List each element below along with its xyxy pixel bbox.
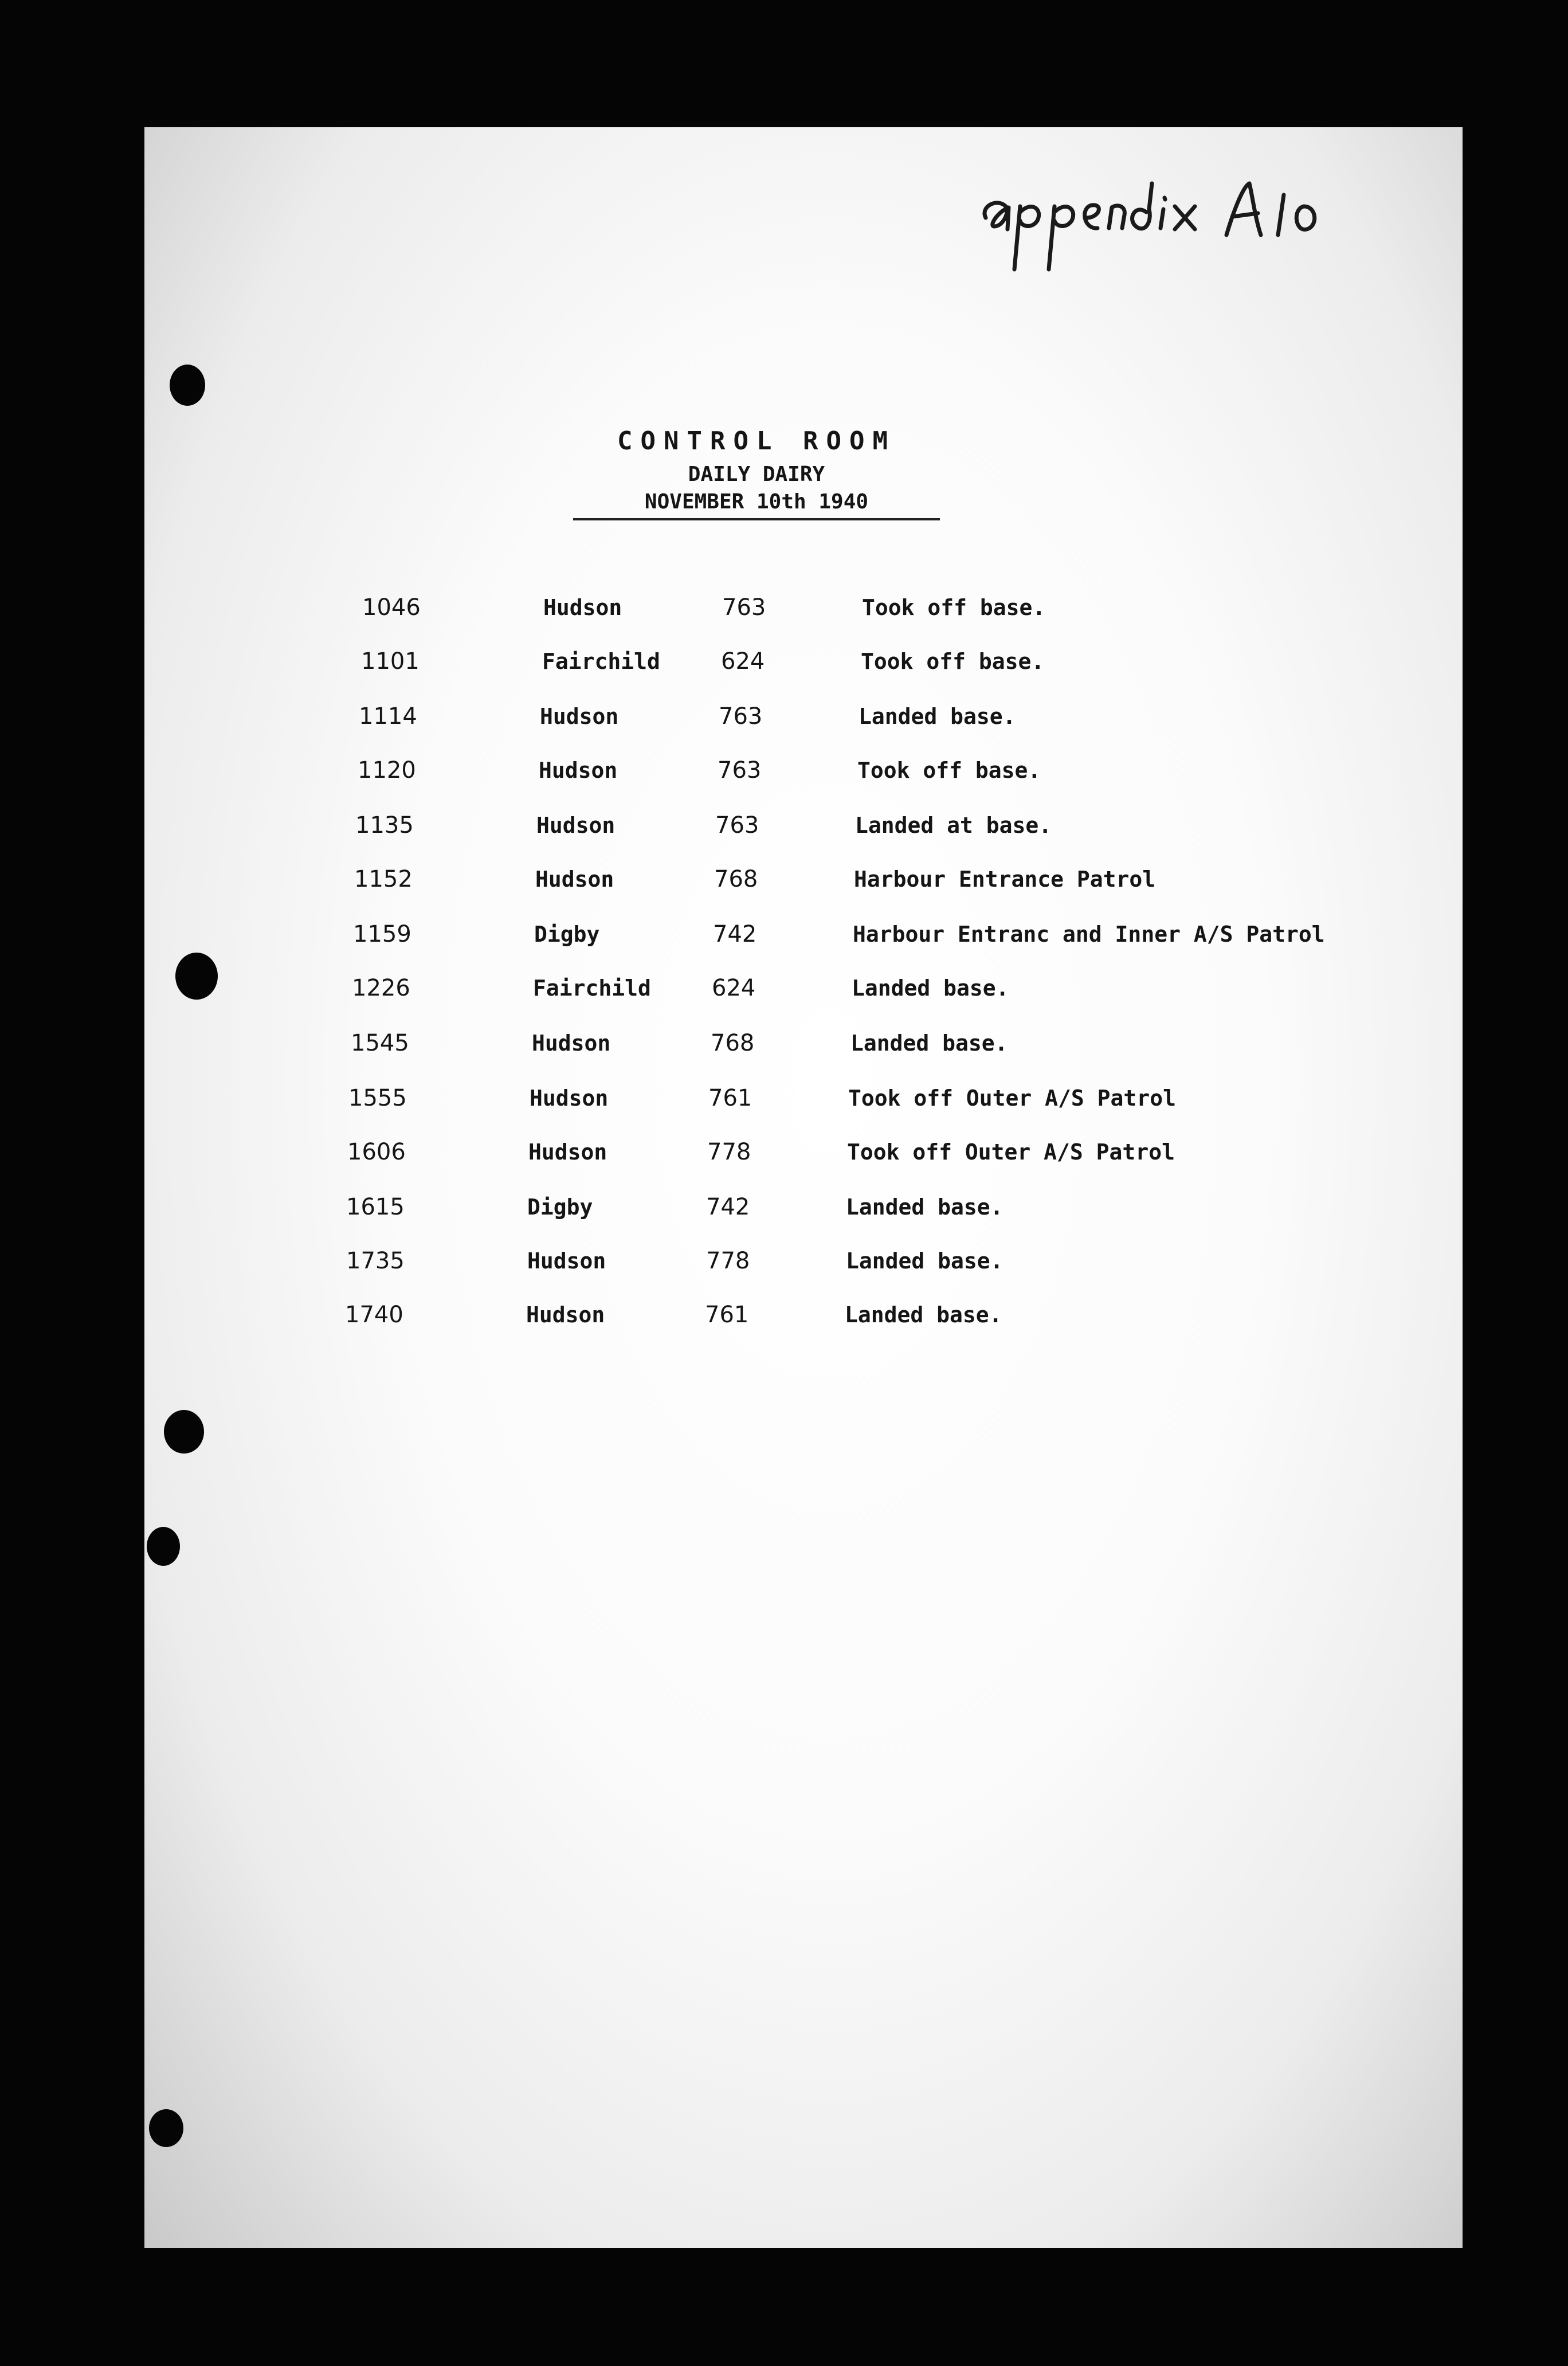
aircraft-number-cell: 778	[706, 1248, 750, 1274]
aircraft-number-cell: 763	[718, 757, 762, 784]
log-row	[346, 1244, 1568, 1278]
remark-cell: Took off base.	[861, 649, 1045, 674]
aircraft-cell: Hudson	[539, 758, 618, 783]
time-cell: 1545	[351, 1030, 409, 1056]
aircraft-number-cell: 742	[706, 1194, 750, 1220]
time-cell: 1159	[353, 921, 411, 947]
aircraft-cell: Hudson	[543, 595, 622, 620]
remark-cell: Landed base.	[846, 1194, 1003, 1220]
aircraft-cell: Hudson	[530, 1086, 609, 1111]
aircraft-number-cell: 761	[708, 1085, 752, 1111]
remark-cell: Landed at base.	[855, 813, 1052, 838]
remark-cell: Took off Outer A/S Patrol	[848, 1086, 1176, 1111]
aircraft-cell: Hudson	[535, 867, 614, 892]
log-row	[355, 808, 1568, 843]
aircraft-cell: Hudson	[540, 704, 619, 729]
time-cell: 1120	[358, 757, 416, 784]
log-row	[352, 971, 1568, 1005]
aircraft-cell: Hudson	[536, 813, 616, 838]
log-row	[361, 644, 1568, 679]
aircraft-number-cell: 742	[713, 921, 757, 947]
log-row	[351, 1026, 1568, 1060]
aircraft-cell: Hudson	[528, 1139, 607, 1165]
log-row	[359, 699, 1568, 734]
remark-cell: Took off Outer A/S Patrol	[847, 1139, 1175, 1165]
time-cell: 1114	[359, 703, 417, 730]
aircraft-number-cell: 768	[711, 1030, 755, 1056]
time-cell: 1226	[352, 975, 410, 1001]
aircraft-number-cell: 763	[715, 812, 759, 839]
log-row	[348, 1081, 1568, 1115]
remark-cell: Landed base.	[859, 704, 1016, 729]
log-row	[347, 1135, 1568, 1169]
time-cell: 1046	[362, 594, 421, 621]
aircraft-number-cell: 778	[707, 1139, 751, 1165]
aircraft-cell: Digby	[534, 922, 600, 947]
aircraft-cell: Hudson	[526, 1302, 605, 1327]
aircraft-cell: Digby	[527, 1194, 593, 1220]
aircraft-number-cell: 768	[714, 866, 758, 892]
log-row	[353, 917, 1568, 951]
aircraft-number-cell: 624	[721, 648, 765, 675]
remark-cell: Harbour Entranc and Inner A/S Patrol	[853, 922, 1325, 947]
aircraft-cell: Fairchild	[533, 976, 651, 1001]
time-cell: 1606	[347, 1139, 406, 1165]
aircraft-number-cell: 624	[712, 975, 756, 1001]
time-cell: 1135	[355, 812, 414, 839]
remark-cell: Landed base.	[846, 1248, 1003, 1274]
time-cell: 1735	[346, 1248, 405, 1274]
time-cell: 1740	[345, 1302, 403, 1328]
remark-cell: Took off base.	[857, 758, 1041, 783]
remark-cell: Harbour Entrance Patrol	[854, 867, 1156, 892]
log-row	[354, 862, 1568, 896]
log-row	[358, 753, 1568, 788]
aircraft-number-cell: 763	[722, 594, 766, 621]
log-row	[345, 1298, 1568, 1332]
aircraft-cell: Hudson	[532, 1031, 611, 1056]
time-cell: 1615	[346, 1194, 405, 1220]
remark-cell: Landed base.	[850, 1031, 1008, 1056]
time-cell: 1152	[354, 866, 413, 892]
time-cell: 1101	[361, 648, 420, 675]
log-row	[346, 1190, 1568, 1224]
aircraft-cell: Hudson	[527, 1248, 606, 1274]
aircraft-number-cell: 763	[719, 703, 763, 730]
aircraft-number-cell: 761	[705, 1302, 749, 1328]
time-cell: 1555	[348, 1085, 407, 1111]
page-title: CONTROL ROOM	[617, 426, 896, 456]
page-subtitle: DAILY DAIRY	[688, 463, 825, 486]
aircraft-cell: Fairchild	[542, 649, 660, 674]
remark-cell: Took off base.	[862, 595, 1046, 620]
page-date: NOVEMBER 10th 1940	[573, 489, 940, 520]
log-row	[362, 590, 1568, 625]
remark-cell: Landed base.	[852, 976, 1009, 1001]
remark-cell: Landed base.	[845, 1302, 1002, 1327]
